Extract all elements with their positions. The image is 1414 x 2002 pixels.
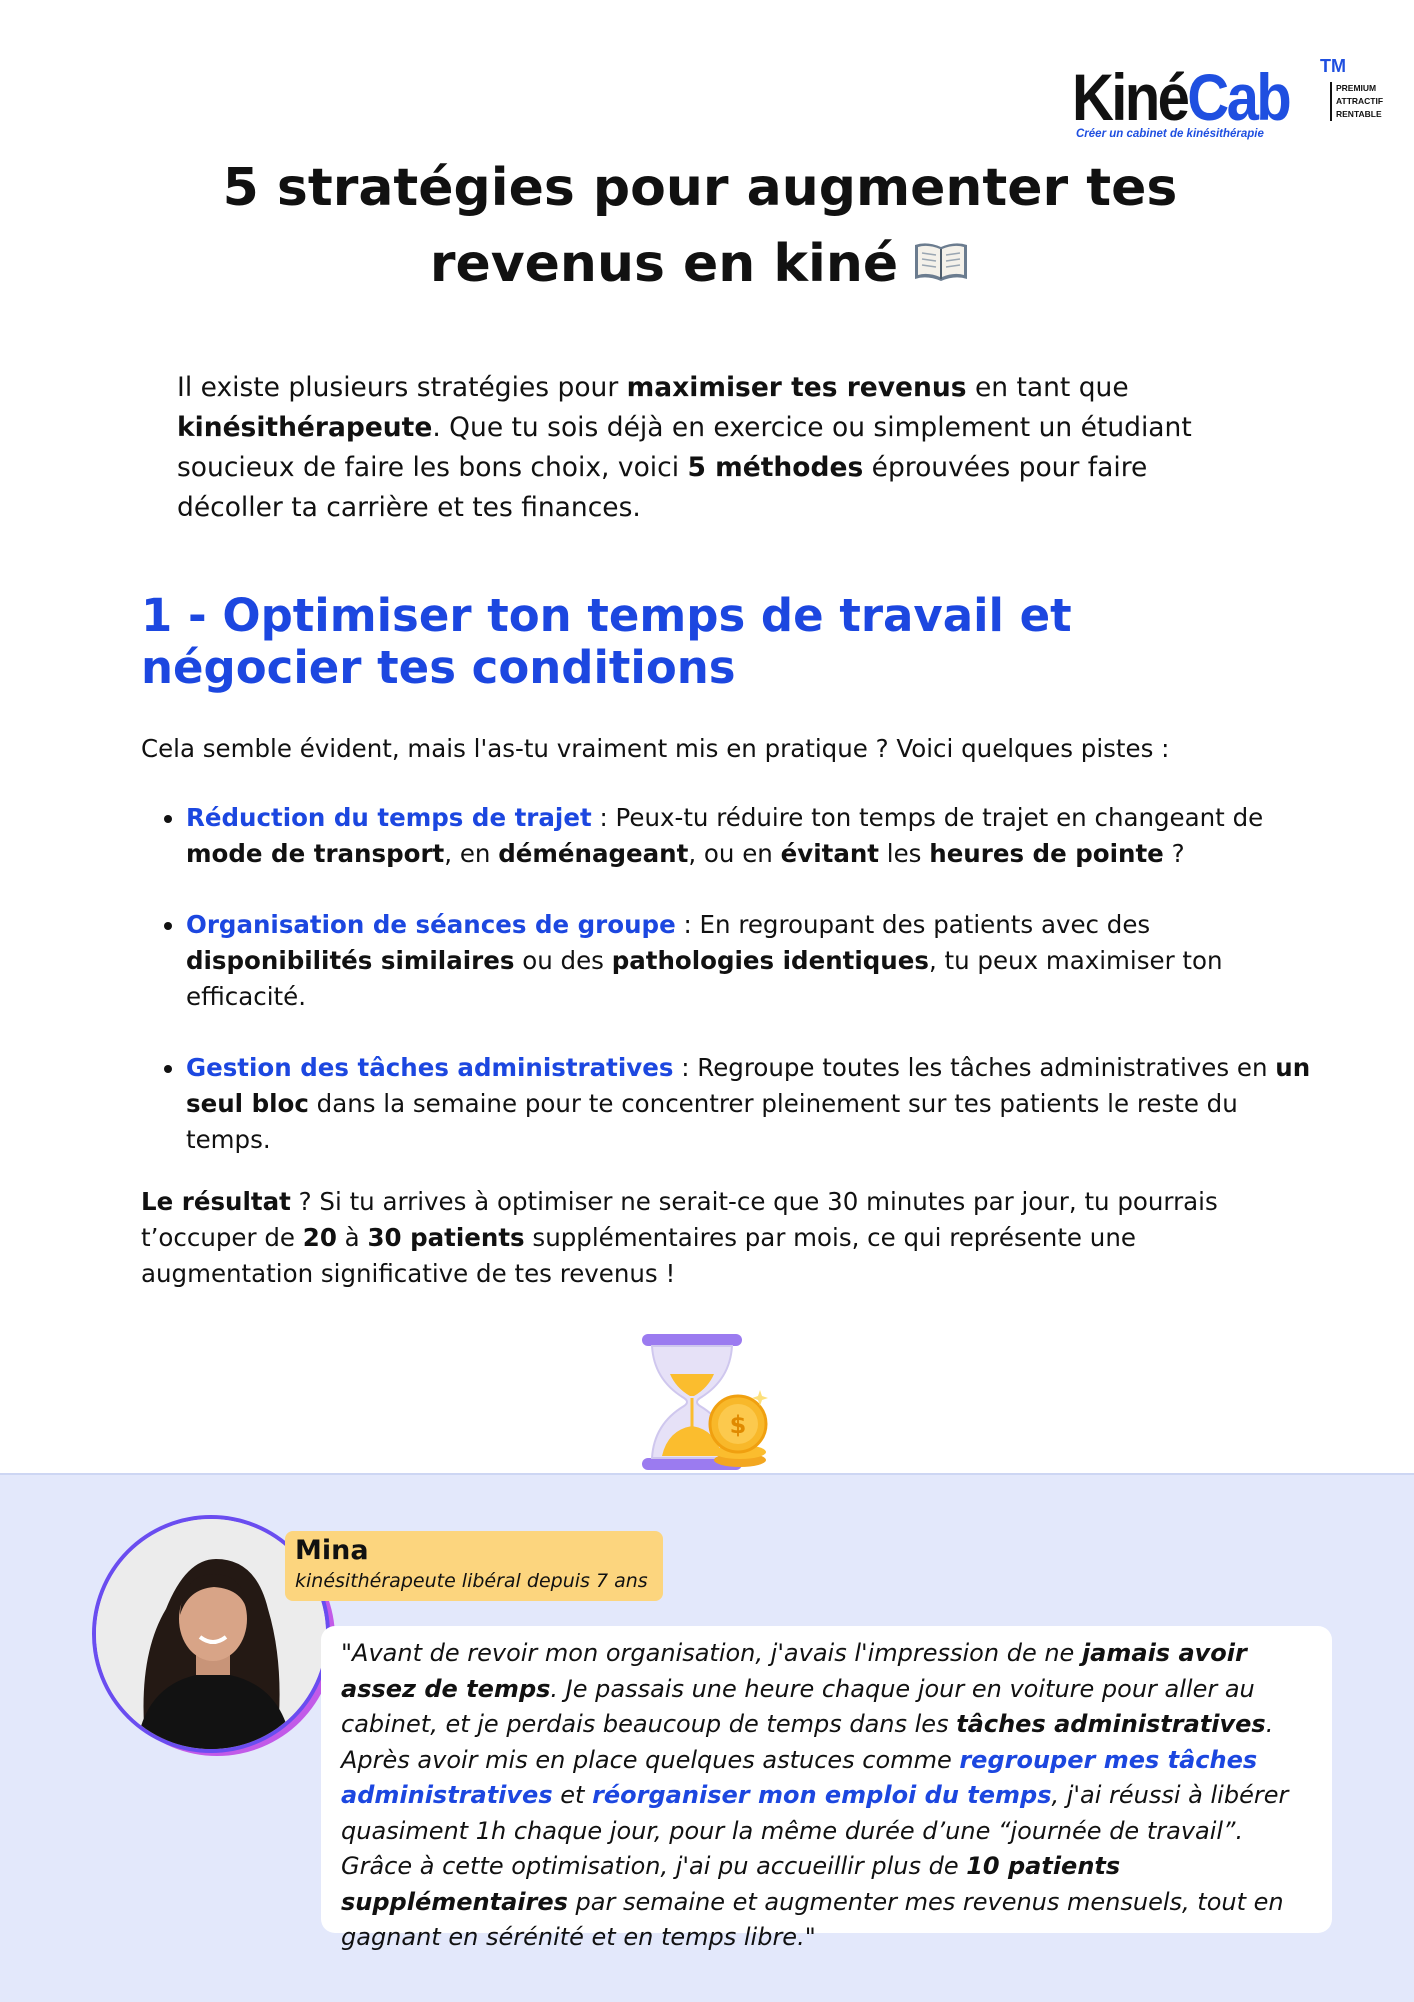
quote-text: [341, 1636, 1312, 1956]
quote-segment: "Avant de revoir mon organisation, j'avais l'impression de ne: [341, 1639, 1082, 1667]
name-badge: [285, 1531, 663, 1601]
quote-bold: jamais avoir assez de temps: [341, 1639, 1247, 1703]
tip-bold: pathologies identiques: [611, 946, 929, 975]
tip-bold: disponibilités similaires: [186, 946, 515, 975]
tip-text: , en: [444, 839, 499, 868]
tip-label-trajet: Réduction du temps de trajet: [186, 803, 592, 832]
quote-segment: . Je passais une heure chaque jour en voiture pour aller au cabinet, et je perdais beaucoup de temps dans les: [341, 1674, 1255, 1738]
tip-text: , ou en: [688, 839, 781, 868]
testimonial-role: kinésithérapeute libéral depuis 7 ans: [295, 1570, 648, 1592]
page-title: [150, 150, 1250, 302]
intro-bold-2: kinésithérapeute: [177, 412, 433, 443]
quote-segment: . Après avoir mis en place quelques astuces comme: [341, 1710, 1274, 1774]
tip-bold: un seul bloc: [186, 1053, 1311, 1118]
quote-bold: 10 patients supplémentaires: [341, 1852, 1121, 1916]
kinecab-logo: [1072, 56, 1384, 150]
quote-card: [321, 1626, 1332, 1951]
list-item: [186, 907, 1326, 1015]
tip-bold: déménageant: [498, 839, 689, 868]
title-line-2: revenus en kiné: [429, 234, 899, 294]
tip-bold: mode de transport: [186, 839, 445, 868]
tip-bold: heures de pointe: [929, 839, 1164, 868]
logo-tag-attractif: ATTRACTIF: [1336, 96, 1384, 106]
quote-segment: et: [552, 1781, 593, 1809]
tip-text: : Peux-tu réduire ton temps de trajet en changeant de: [591, 803, 1264, 832]
tip-text: ?: [1163, 839, 1185, 868]
result-bold-1: Le résultat: [141, 1187, 291, 1216]
intro-text-1: Il existe plusieurs stratégies pour: [177, 372, 627, 403]
intro-bold-3: 5 méthodes: [687, 452, 864, 483]
section-1-lead: Cela semble évident, mais l'as-tu vraiment mis en pratique ? Voici quelques pistes :: [141, 734, 1170, 763]
logo-subtitle: Créer un cabinet de kinésithérapie: [1076, 128, 1264, 140]
hourglass-coins-icon: [640, 1332, 775, 1472]
logo-trademark: TM: [1320, 56, 1346, 76]
tip-text: : En regroupant des patients avec des: [675, 910, 1151, 939]
quote-segment: , j'ai réussi à libérer quasiment 1h chaque jour, pour la même durée d’une “journée de travail”. Grâce à cette optimisation, j'ai pu accueillir plus de: [341, 1781, 1289, 1880]
list-item: [186, 1050, 1326, 1158]
result-paragraph: [141, 1184, 1251, 1292]
result-text-1: ? Si tu arrives à optimiser ne serait-ce que 30 minutes par jour, tu pourrais t’occuper de: [141, 1187, 1218, 1252]
tip-text: ou des: [514, 946, 612, 975]
title-line-1: 5 stratégies pour augmenter tes: [222, 158, 1178, 218]
quote-highlight: réorganiser mon emploi du temps: [592, 1781, 1052, 1809]
quote-segment: par semaine et augmenter mes revenus mensuels, tout en gagnant en sérénité et en temps libre.": [341, 1887, 1284, 1951]
tip-label-groupe: Organisation de séances de groupe: [186, 910, 676, 939]
intro-text-4: éprouvées pour faire décoller ta carrière et tes finances.: [177, 452, 1148, 523]
section-1-heading: 1 - Optimiser ton temps de travail et négocier tes conditions: [141, 589, 1072, 694]
result-bold-2: 20: [302, 1223, 337, 1252]
logo-wordmark: [1072, 60, 1289, 134]
result-text-3: supplémentaires par mois, ce qui représente une augmentation significative de tes revenus !: [141, 1223, 1136, 1288]
logo-brand-kine: Kiné: [1072, 60, 1188, 134]
intro-bold-1: maximiser tes revenus: [626, 372, 967, 403]
svg-text:$: $: [729, 1411, 747, 1439]
tip-bold: évitant: [780, 839, 880, 868]
tips-list: [141, 800, 1326, 1193]
tip-label-administratif: Gestion des tâches administratives: [186, 1053, 674, 1082]
tip-text: les: [879, 839, 930, 868]
open-book-icon: [912, 228, 970, 272]
logo-tagline: [1330, 82, 1383, 121]
list-item: [186, 800, 1326, 872]
testimonial-name: Mina: [295, 1535, 369, 1566]
logo-tag-rentable: RENTABLE: [1336, 109, 1382, 119]
quote-highlight: regrouper mes tâches administratives: [341, 1745, 1258, 1809]
quote-bold: tâches administratives: [956, 1710, 1266, 1738]
tip-text: : Regroupe toutes les tâches administratives en: [673, 1053, 1276, 1082]
intro-paragraph: [177, 368, 1237, 528]
intro-text-2: en tant que: [966, 372, 1129, 403]
logo-brand-cab: Cab: [1187, 60, 1290, 134]
logo-tag-premium: PREMIUM: [1336, 83, 1377, 93]
result-text-2: à: [336, 1223, 368, 1252]
intro-text-3: . Que tu sois déjà en exercice ou simplement un étudiant soucieux de faire les bons choix, voici: [177, 412, 1192, 483]
tip-text: , tu peux maximiser ton efficacité.: [186, 946, 1223, 1011]
tip-text: dans la semaine pour te concentrer pleinement sur tes patients le reste du temps.: [186, 1089, 1238, 1154]
result-bold-3: 30 patients: [367, 1223, 525, 1252]
